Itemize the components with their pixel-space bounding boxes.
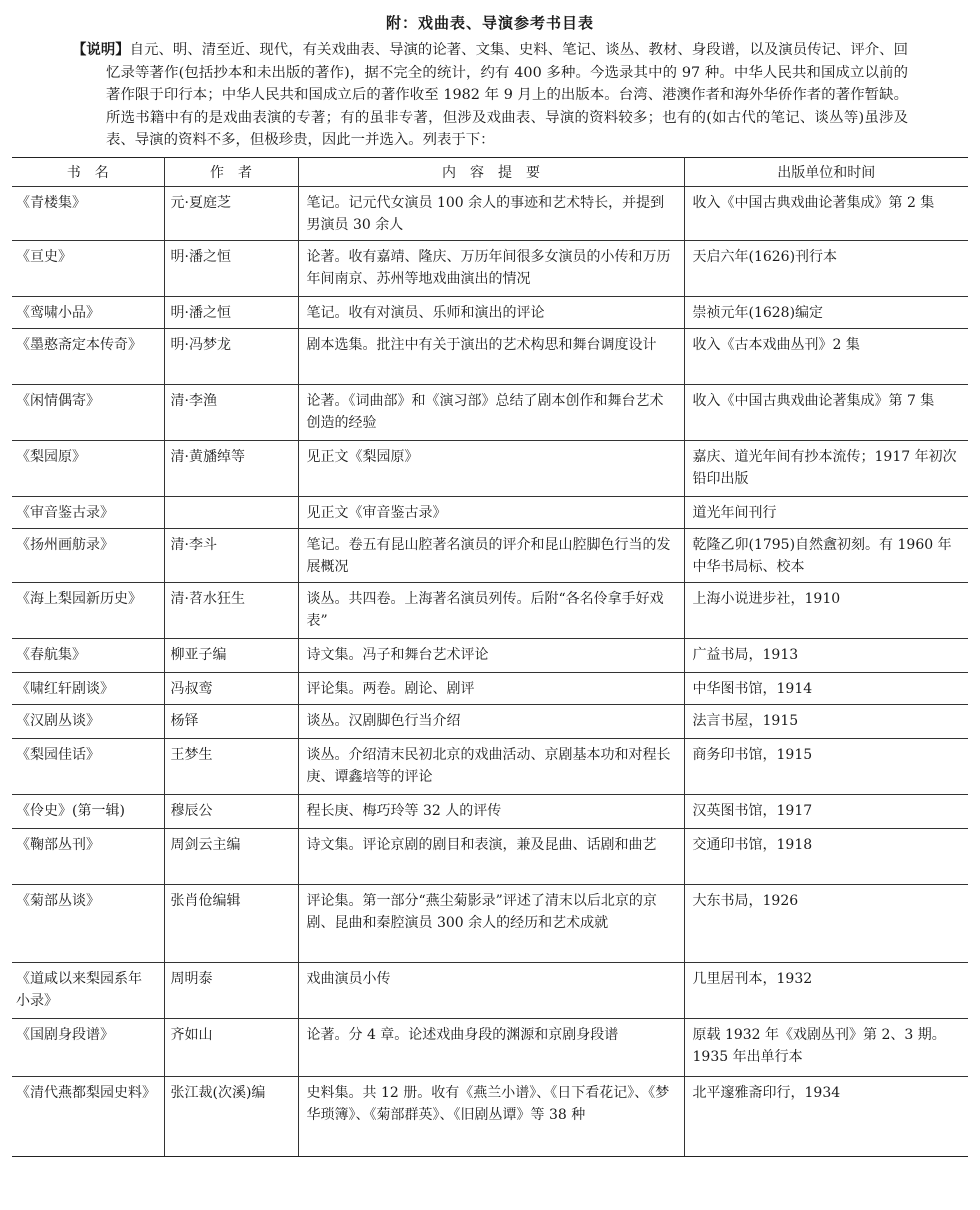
book-summary: 评论集。第一部分“燕尘菊影录”评述了清末以后北京的京剧、昆曲和秦腔演员 300 余人的经历和艺术成就 [298, 885, 684, 963]
book-author: 明·潘之恒 [164, 297, 298, 329]
table-row [12, 829, 968, 885]
table-row [12, 529, 968, 583]
header-summary: 内 容 提 要 [298, 158, 684, 187]
table-row [12, 963, 968, 1019]
table-row [12, 497, 968, 529]
book-name: 《亘史》 [12, 241, 164, 297]
book-publisher: 中华图书馆，1914 [684, 673, 968, 705]
book-name: 《鞠部丛刊》 [12, 829, 164, 885]
book-name: 《扬州画舫录》 [12, 529, 164, 583]
table-row [12, 297, 968, 329]
page-title: 附：戏曲表、导演参考书目表 [385, 14, 594, 32]
book-name: 《啸红轩剧谈》 [12, 673, 164, 705]
table-row [12, 705, 968, 739]
book-author: 清·苕水狂生 [164, 583, 298, 639]
book-author: 元·夏庭芝 [164, 187, 298, 241]
book-name: 《道咸以来梨园系年小录》 [12, 963, 164, 1019]
book-author: 王梦生 [164, 739, 298, 795]
book-publisher: 北平邃雅斋印行，1934 [684, 1077, 968, 1157]
table-row [12, 1077, 968, 1157]
book-summary: 史料集。共 12 册。收有《燕兰小谱》、《日下看花记》、《梦华琐簿》、《菊部群英》、《旧剧丛谭》等 38 种 [298, 1077, 684, 1157]
book-publisher: 收入《古本戏曲丛刊》2 集 [684, 329, 968, 385]
book-name: 《鸾啸小品》 [12, 297, 164, 329]
book-summary: 程长庚、梅巧玲等 32 人的评传 [298, 795, 684, 829]
book-summary: 谈丛。介绍清末民初北京的戏曲活动、京剧基本功和对程长庚、谭鑫培等的评论 [298, 739, 684, 795]
book-author: 清·李渔 [164, 385, 298, 441]
book-author: 清·黄旙绰等 [164, 441, 298, 497]
book-name: 《海上梨园新历史》 [12, 583, 164, 639]
book-author: 冯叔鸾 [164, 673, 298, 705]
book-summary: 剧本选集。批注中有关于演出的艺术构思和舞台调度设计 [298, 329, 684, 385]
book-summary: 评论集。两卷。剧论、剧评 [298, 673, 684, 705]
book-author: 杨铎 [164, 705, 298, 739]
book-name: 《青楼集》 [12, 187, 164, 241]
intro-label: 【说明】 [72, 42, 130, 58]
book-name: 《春航集》 [12, 639, 164, 673]
book-publisher: 大东书局，1926 [684, 885, 968, 963]
table-row [12, 329, 968, 385]
book-publisher: 道光年间刊行 [684, 497, 968, 529]
header-author: 作 者 [164, 158, 298, 187]
book-publisher: 收入《中国古典戏曲论著集成》第 2 集 [684, 187, 968, 241]
book-publisher: 收入《中国古典戏曲论著集成》第 7 集 [684, 385, 968, 441]
table-row [12, 583, 968, 639]
book-publisher: 乾隆乙卯(1795)自然盦初刻。有 1960 年中华书局标、校本 [684, 529, 968, 583]
bibliography-table [12, 157, 968, 1157]
book-publisher: 汉英图书馆，1917 [684, 795, 968, 829]
intro-text: 自元、明、清至近、现代，有关戏曲表、导演的论著、文集、史料、笔记、谈丛、教材、身段谱，以及演员传记、评介、回忆录等著作(包括抄本和未出版的著作)，据不完全的统计，约有 400 多种。今选录其中的 97 种。中华人民共和国成立以前的著作限于印行本；中华人民共和国成立后的著作收至 1982 年 9 月上的出版本。台湾、港澳作者和海外华侨作者的著作暂缺。所选书籍中有的是戏曲表演的专著；有的虽非专著，但涉及戏曲表、导演的资料较多；也有的(如古代的笔记、谈丛等)虽涉及表、导演的资料不多，但极珍贵，因此一并选入。列表于下： [106, 42, 908, 149]
book-name: 《汉剧丛谈》 [12, 705, 164, 739]
book-summary: 笔记。收有对演员、乐师和演出的评论 [298, 297, 684, 329]
table-row [12, 441, 968, 497]
book-publisher: 法言书屋，1915 [684, 705, 968, 739]
book-publisher: 原载 1932 年《戏剧丛刊》第 2、3 期。1935 年出单行本 [684, 1019, 968, 1077]
table-row [12, 241, 968, 297]
table-row [12, 1019, 968, 1077]
book-publisher: 上海小说进步社，1910 [684, 583, 968, 639]
book-summary: 笔记。记元代女演员 100 余人的事迹和艺术特长，并提到男演员 30 余人 [298, 187, 684, 241]
book-summary: 见正文《审音鉴古录》 [298, 497, 684, 529]
table-row [12, 187, 968, 241]
book-summary: 论著。《词曲部》和《演习部》总结了剧本创作和舞台艺术创造的经验 [298, 385, 684, 441]
book-author: 周明泰 [164, 963, 298, 1019]
book-publisher: 天启六年(1626)刊行本 [684, 241, 968, 297]
book-name: 《梨园佳话》 [12, 739, 164, 795]
book-summary: 诗文集。冯子和舞台艺术评论 [298, 639, 684, 673]
book-publisher: 嘉庆、道光年间有抄本流传；1917 年初次铅印出版 [684, 441, 968, 497]
book-publisher: 商务印书馆，1915 [684, 739, 968, 795]
book-summary: 戏曲演员小传 [298, 963, 684, 1019]
book-publisher: 几里居刊本，1932 [684, 963, 968, 1019]
book-summary: 论著。分 4 章。论述戏曲身段的渊源和京剧身段谱 [298, 1019, 684, 1077]
book-name: 《国剧身段谱》 [12, 1019, 164, 1077]
book-summary: 论著。收有嘉靖、隆庆、万历年间很多女演员的小传和万历年间南京、苏州等地戏曲演出的情况 [298, 241, 684, 297]
table-row [12, 739, 968, 795]
book-summary: 谈丛。共四卷。上海著名演员列传。后附“各名伶拿手好戏表” [298, 583, 684, 639]
book-summary: 笔记。卷五有昆山腔著名演员的评介和昆山腔脚色行当的发展概况 [298, 529, 684, 583]
book-author: 周剑云主编 [164, 829, 298, 885]
table-row [12, 385, 968, 441]
book-summary: 谈丛。汉剧脚色行当介绍 [298, 705, 684, 739]
book-author: 齐如山 [164, 1019, 298, 1077]
book-author: 张肖伧编辑 [164, 885, 298, 963]
table-row [12, 795, 968, 829]
table-row [12, 885, 968, 963]
table-row [12, 639, 968, 673]
intro-paragraph [12, 39, 968, 152]
table-header-row [12, 158, 968, 187]
book-name: 《梨园原》 [12, 441, 164, 497]
book-publisher: 崇祯元年(1628)编定 [684, 297, 968, 329]
book-name: 《闲情偶寄》 [12, 385, 164, 441]
table-row [12, 673, 968, 705]
book-summary: 见正文《梨园原》 [298, 441, 684, 497]
book-author: 明·潘之恒 [164, 241, 298, 297]
book-name: 《审音鉴古录》 [12, 497, 164, 529]
book-name: 《菊部丛谈》 [12, 885, 164, 963]
book-publisher: 广益书局，1913 [684, 639, 968, 673]
header-publisher: 出版单位和时间 [684, 158, 968, 187]
book-summary: 诗文集。评论京剧的剧目和表演，兼及昆曲、话剧和曲艺 [298, 829, 684, 885]
book-author [164, 497, 298, 529]
book-author: 清·李斗 [164, 529, 298, 583]
book-author: 穆辰公 [164, 795, 298, 829]
book-name: 《清代燕都梨园史料》 [12, 1077, 164, 1157]
book-name: 《伶史》(第一辑) [12, 795, 164, 829]
book-publisher: 交通印书馆，1918 [684, 829, 968, 885]
header-book-name: 书 名 [12, 158, 164, 187]
book-author: 张江裁(次溪)编 [164, 1077, 298, 1157]
book-name: 《墨憨斋定本传奇》 [12, 329, 164, 385]
book-author: 明·冯梦龙 [164, 329, 298, 385]
book-author: 柳亚子编 [164, 639, 298, 673]
